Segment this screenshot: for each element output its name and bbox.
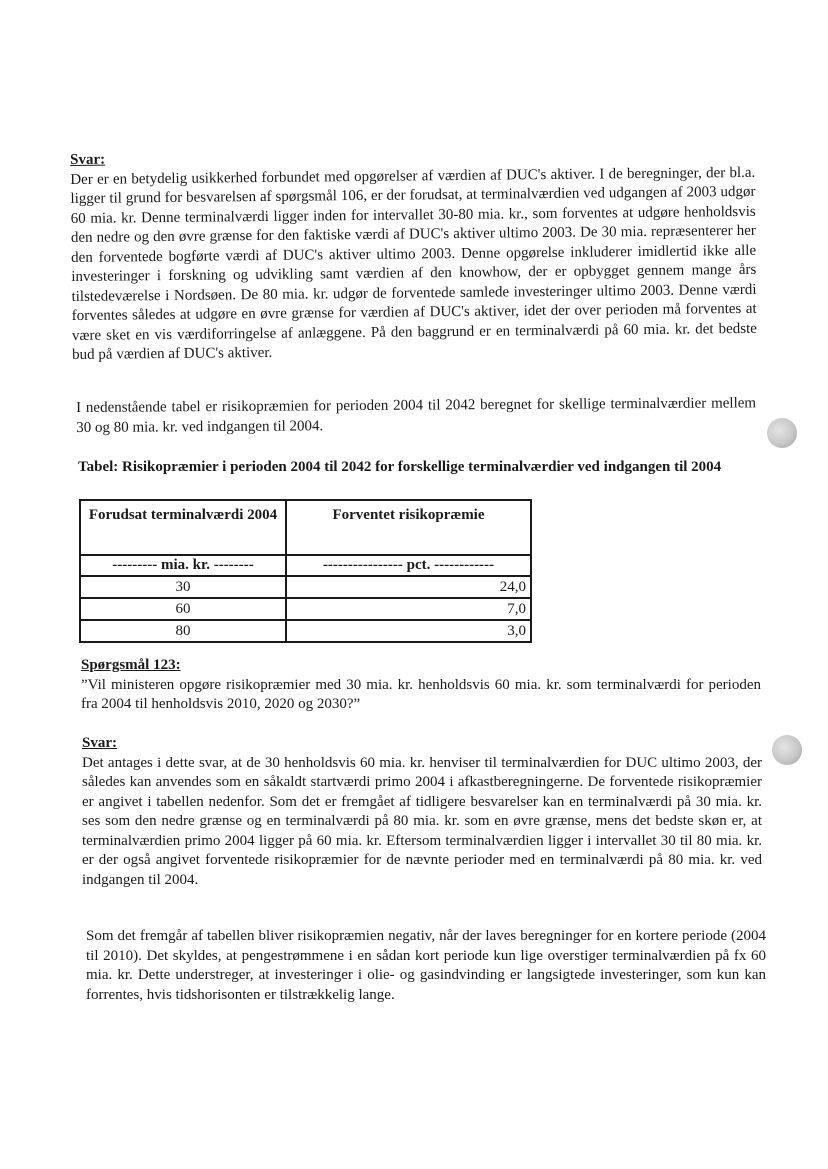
table-row [80,598,531,620]
closing-text: Som det fremgår af tabellen bliver risikopræmien negativ, når der laves beregninger for en kortere periode (2004 til 2010). Det skyldes, at pengestrømmene i en sådan kort periode kun lige overstiger terminalværdien på fx 60 mia. kr. Dette understreger, at investeringer i olie- og gasindvinding er langsigtede investeringer, som kun kan forrentes, hvis tidshorisonten er tilstrækkelig lange. [86,928,766,1003]
risk-premium-cell: 7,0 [286,598,531,620]
closing-paragraph [86,927,766,1005]
terminal-value-cell: 60 [80,598,286,620]
col1-header: Forudsat terminalværdi 2004 [80,500,286,555]
punch-hole-icon [767,418,797,448]
table-row [80,576,531,598]
answer-section-2 [82,734,762,890]
question-body: ”Vil ministeren opgøre risikopræmier med 30 mia. kr. henholdsvis 60 mia. kr. som terminalværdi for perioden fra 2004 til henholdsvis 2010, 2020 og 2030?” [81,676,761,712]
col1-unit: --------- mia. kr. -------- [80,555,286,576]
table-title: Tabel: Risikopræmier i perioden 2004 til 2042 for forskellige terminalværdier ved indgangen til 2004 [78,459,722,475]
answer-section-1 [70,144,757,366]
risk-premium-table [79,499,532,643]
question-heading: Spørgsmål 123: [81,657,181,673]
table-intro-paragraph [76,394,756,438]
risk-premium-cell: 24,0 [286,576,531,598]
table-intro-text: I nedenstående tabel er risikopræmien for perioden 2004 til 2042 beregnet for skellige terminalværdier mellem 30 og 80 mia. kr. ved indgangen til 2004. [76,395,757,436]
terminal-value-cell: 80 [80,620,286,642]
answer-body-2: Det antages i dette svar, at de 30 henholdsvis 60 mia. kr. henviser til terminalværdien for DUC ultimo 2003, der således kan anvendes som en såkaldt startværdi primo 2004 i afkastberegningerne. De forventede risikopræmier er angivet i tabellen nedenfor. Som det er fremgået af tidligere besvarelser kan en terminalværdi på 30 mia. kr. ses som den nedre grænse og en terminalværdi på 80 mia. kr. som en øvre grænse, mens det bedste skøn er, at terminalværdien primo 2004 ligger på 60 mia. kr. Eftersom terminalværdien ligger i intervallet 30 til 80 mia. kr. er der også angivet forventede risikopræmier for de nævnte perioder med en terminalværdi på 80 mia. kr. ved indgangen til 2004. [82,754,762,888]
table-header-row [80,500,531,555]
answer-body-1: Der er en betydelig usikkerhed forbundet med opgørelser af værdien af DUC's aktiver. I de beregninger, der bl.a. ligger til grund for besvarelsen af spørgsmål 106, er der forudsat, at terminalværdien ved udgangen af 2003 udgør 60 mia. kr. Denne terminalværdi ligger inden for intervallet 30-80 mia. kr., som forventes at udgøre henholdsvis den nedre og den øvre grænse for den faktiske værdi af DUC's aktiver ultimo 2003. De 30 mia. repræsenterer her den forventede bogførte værdi af DUC's aktiver ultimo 2003. Denne opgørelse inkluderer imidlertid ikke alle investeringer i forskning og udvikling samt værdien af den knowhow, der er opbygget gennem mange års tilstedeværelse i Nordsøen. De 80 mia. kr. udgør de forventede samlede investeringer ultimo 2003. Denne værdi forventes således at udgøre en øvre grænse for værdien af DUC's aktiver, idet der over perioden må forventes at være sket en vis værdiforringelse af anlæggene. På den baggrund er en terminalværdi på 60 mia. kr. det bedste bud på værdien af DUC's aktiver. [70,164,757,363]
question-section [81,656,761,715]
terminal-value-cell: 30 [80,576,286,598]
table-row [80,620,531,642]
col2-header: Forventet risikopræmie [286,500,531,555]
answer-heading-2: Svar: [82,735,117,751]
answer-heading-1: Svar: [70,151,106,168]
risk-premium-cell: 3,0 [286,620,531,642]
col2-unit: ---------------- pct. ------------ [286,555,531,576]
table-unit-row [80,555,531,576]
punch-hole-icon [772,735,802,765]
